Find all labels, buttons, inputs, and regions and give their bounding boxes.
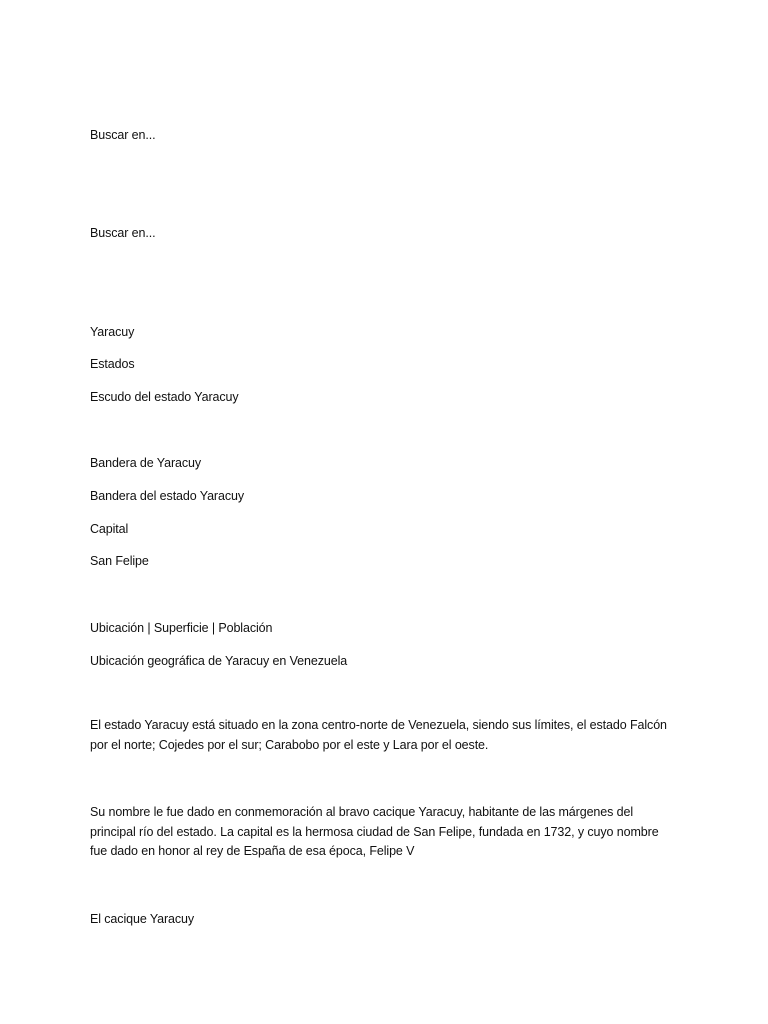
flag-heading: Bandera de Yaracuy bbox=[90, 456, 202, 470]
location-tabs[interactable]: Ubicación | Superficie | Población bbox=[90, 621, 273, 635]
paragraph-line: por el norte; Cojedes por el sur; Carabobo por el este y Lara por el oeste. bbox=[90, 737, 489, 752]
category-link[interactable]: Estados bbox=[90, 357, 135, 371]
capital-label: Capital bbox=[90, 522, 129, 536]
coat-of-arms-caption: Escudo del estado Yaracuy bbox=[90, 390, 239, 404]
paragraph-line: fue dado en honor al rey de España de esa época, Felipe V bbox=[90, 844, 415, 858]
search-label-2[interactable]: Buscar en... bbox=[90, 226, 156, 240]
paragraph-line: El estado Yaracuy está situado en la zona centro-norte de Venezuela, siendo sus límites, el estado Falcón bbox=[90, 718, 667, 732]
paragraph-location bbox=[90, 716, 690, 755]
map-caption: Ubicación geográfica de Yaracuy en Venezuela bbox=[90, 654, 348, 668]
section-heading: El cacique Yaracuy bbox=[90, 912, 195, 926]
flag-caption: Bandera del estado Yaracuy bbox=[90, 489, 244, 503]
paragraph-history bbox=[90, 803, 690, 862]
article-title: Yaracuy bbox=[90, 325, 135, 339]
capital-value: San Felipe bbox=[90, 554, 149, 568]
paragraph-line: principal río del estado. La capital es la hermosa ciudad de San Felipe, fundada en 1732, y cuyo nombre bbox=[90, 824, 659, 839]
search-label-1[interactable]: Buscar en... bbox=[90, 128, 156, 142]
paragraph-line: Su nombre le fue dado en conmemoración al bravo cacique Yaracuy, habitante de las márgenes del bbox=[90, 805, 634, 819]
